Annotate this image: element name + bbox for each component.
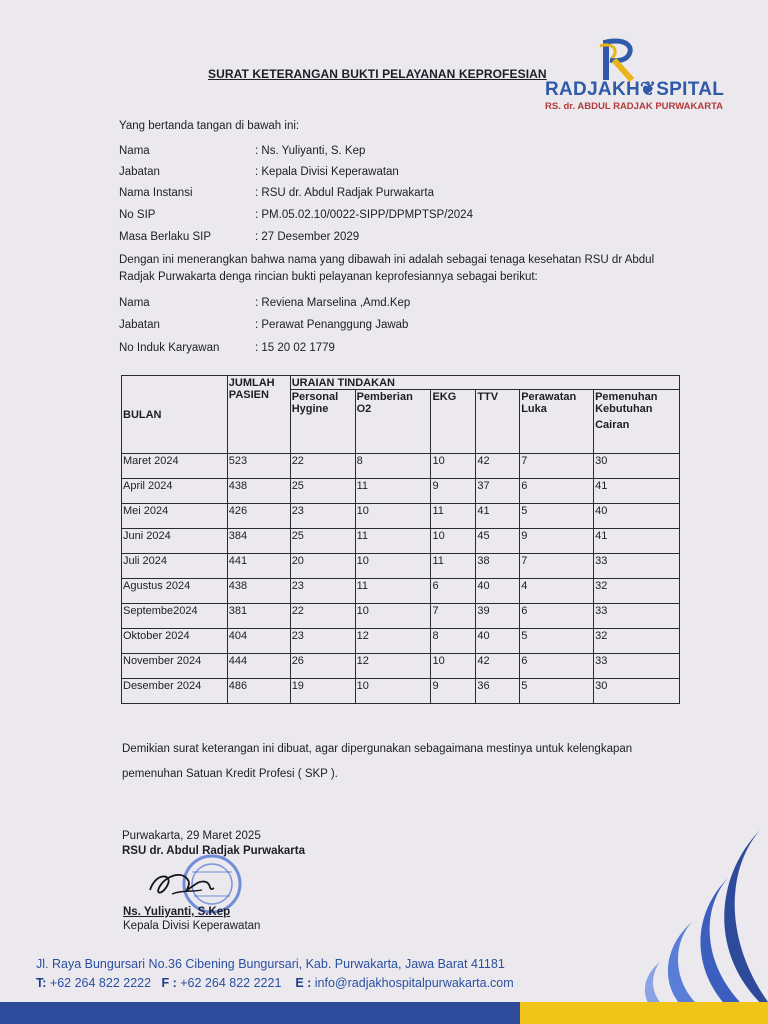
cell-ttv: 40 [476,629,520,654]
cell-jumlah: 438 [227,479,290,504]
cell-luka: 4 [520,579,594,604]
signatory-name: Ns. Yuliyanti, S.Kep [123,906,231,918]
cell-ttv: 40 [476,579,520,604]
field-value: : Kepala Divisi Keperawatan [255,166,399,178]
cell-jumlah: 523 [227,454,290,479]
cell-luka: 5 [520,504,594,529]
cell-personal: 22 [290,454,355,479]
cell-ttv: 37 [476,479,520,504]
table-row [122,654,680,679]
cell-ekg: 10 [431,454,476,479]
document-title: SURAT KETERANGAN BUKTI PELAYANAN KEPROFESIAN [208,67,547,81]
cell-luka: 7 [520,454,594,479]
field-value: : Ns. Yuliyanti, S. Kep [255,145,366,157]
cell-ekg: 9 [431,679,476,704]
cell-ekg: 11 [431,504,476,529]
cell-ttv: 38 [476,554,520,579]
cell-personal: 25 [290,529,355,554]
cell-o2: 11 [355,579,431,604]
col-pemberian-o2: Pemberian O2 [355,390,431,454]
table-row [122,454,680,479]
cell-ekg: 7 [431,604,476,629]
cell-cairan: 33 [594,654,680,679]
field-label: Nama [119,297,150,309]
cell-luka: 5 [520,679,594,704]
cell-bulan: Mei 2024 [122,504,228,529]
cell-bulan: Desember 2024 [122,679,228,704]
cell-o2: 10 [355,504,431,529]
col-ekg: EKG [431,390,476,454]
table-row [122,604,680,629]
field-label: Nama Instansi [119,187,193,199]
cell-ttv: 41 [476,504,520,529]
col-uraian-tindakan: URAIAN TINDAKAN [290,376,679,390]
logo-brand-text: RADJAKH❦SPITAL [545,79,725,100]
cell-bulan: Septembe2024 [122,604,228,629]
cell-ttv: 39 [476,604,520,629]
cell-personal: 22 [290,604,355,629]
signatory-role: Kepala Divisi Keperawatan [123,920,261,932]
cell-personal: 23 [290,629,355,654]
cell-ekg: 6 [431,579,476,604]
cell-jumlah: 438 [227,579,290,604]
cell-ekg: 10 [431,654,476,679]
cell-jumlah: 381 [227,604,290,629]
table-row [122,504,680,529]
cell-jumlah: 441 [227,554,290,579]
fax-label: F : [161,976,177,990]
cell-bulan: Juli 2024 [122,554,228,579]
cell-o2: 8 [355,454,431,479]
cell-luka: 5 [520,629,594,654]
cell-cairan: 40 [594,504,680,529]
table-row [122,529,680,554]
cell-personal: 26 [290,654,355,679]
field-label: Jabatan [119,166,160,178]
signer-intro: Yang bertanda tangan di bawah ini: [119,120,300,132]
cell-ekg: 10 [431,529,476,554]
decorative-wave-icon [630,830,768,1010]
logo-subtitle: RS. dr. ABDUL RADJAK PURWAKARTA [545,101,724,112]
col-perawatan-luka: Perawatan Luka [520,390,594,454]
table-row [122,479,680,504]
email-label: E : [295,976,312,990]
table-row [122,579,680,604]
field-value: : Perawat Penanggung Jawab [255,319,409,331]
cell-bulan: Maret 2024 [122,454,228,479]
cell-bulan: Agustus 2024 [122,579,228,604]
cell-cairan: 33 [594,604,680,629]
cell-ekg: 9 [431,479,476,504]
cell-o2: 10 [355,554,431,579]
cell-o2: 12 [355,654,431,679]
cell-cairan: 32 [594,579,680,604]
field-label: Nama [119,145,150,157]
cell-ttv: 45 [476,529,520,554]
cell-o2: 11 [355,479,431,504]
hospital-logo [540,36,725,116]
statement-paragraph: Dengan ini menerangkan bahwa nama yang dibawah ini adalah sebagai tenaga kesehatan RSU dr Abdul Radjak Purwakarta denga rincian bukti pelayanan keprofesiannya sebagai berikut: [119,254,655,283]
cell-ttv: 42 [476,654,520,679]
cell-personal: 20 [290,554,355,579]
cell-bulan: April 2024 [122,479,228,504]
cell-cairan: 30 [594,679,680,704]
cell-cairan: 41 [594,529,680,554]
field-value: : 27 Desember 2029 [255,231,360,243]
cell-personal: 19 [290,679,355,704]
cell-personal: 23 [290,504,355,529]
cell-cairan: 30 [594,454,680,479]
signature-place-date: Purwakarta, 29 Maret 2025 [122,830,261,842]
cell-jumlah: 426 [227,504,290,529]
email-value: info@radjakhospitalpurwakarta.com [314,976,514,990]
cell-personal: 23 [290,579,355,604]
cell-cairan: 41 [594,479,680,504]
cell-cairan: 33 [594,554,680,579]
field-label: No Induk Karyawan [119,342,220,354]
cell-o2: 11 [355,529,431,554]
service-table [121,375,680,704]
cell-bulan: November 2024 [122,654,228,679]
signature-organization: RSU dr. Abdul Radjak Purwakarta [122,845,305,857]
field-value: : PM.05.02.10/0022-SIPP/DPMPTSP/2024 [255,209,473,221]
cell-o2: 12 [355,629,431,654]
cell-jumlah: 404 [227,629,290,654]
cell-jumlah: 444 [227,654,290,679]
cell-ekg: 8 [431,629,476,654]
field-label: No SIP [119,209,156,221]
footer-address: Jl. Raya Bungursari No.36 Cibening Bungursari, Kab. Purwakarta, Jawa Barat 41181 [36,957,505,971]
cell-jumlah: 486 [227,679,290,704]
cell-bulan: Oktober 2024 [122,629,228,654]
table-row [122,629,680,654]
cell-personal: 25 [290,479,355,504]
logo-r-mark-icon [598,36,642,82]
col-personal-hygine: Personal Hygine [290,390,355,454]
cell-cairan: 32 [594,629,680,654]
cell-ttv: 42 [476,454,520,479]
col-jumlah-pasien: JUMLAH PASIEN [227,376,290,454]
field-value: : Reviena Marselina ,Amd.Kep [255,297,411,309]
closing-paragraph: Demikian surat keterangan ini dibuat, agar dipergunakan sebagaimana mestinya untuk kelengkapan pemenuhan Satuan Kredit Profesi ( SKP ). [122,743,633,780]
cell-ekg: 11 [431,554,476,579]
cell-bulan: Juni 2024 [122,529,228,554]
cell-o2: 10 [355,604,431,629]
cell-luka: 9 [520,529,594,554]
phone-value: +62 264 822 2222 [49,976,152,990]
footer-accent-bar [520,1002,768,1024]
table-header-row [122,376,680,390]
col-bulan: BULAN [122,376,228,454]
field-value: : RSU dr. Abdul Radjak Purwakarta [255,187,434,199]
footer-contact [36,976,514,990]
cell-luka: 6 [520,479,594,504]
field-label: Masa Berlaku SIP [119,231,212,243]
cell-ttv: 36 [476,679,520,704]
cell-luka: 6 [520,604,594,629]
field-label: Jabatan [119,319,160,331]
phone-label: T: [36,976,47,990]
fax-value: +62 264 822 2221 [180,976,282,990]
col-pemenuhan-cairan [594,390,680,454]
cell-jumlah: 384 [227,529,290,554]
cell-luka: 6 [520,654,594,679]
col-cairan-label: Cairan [595,419,630,431]
col-pemenuhan-label: Pemenuhan Kebutuhan [595,391,658,415]
table-row [122,679,680,704]
field-value: : 15 20 02 1779 [255,342,335,354]
table-row [122,554,680,579]
cell-o2: 10 [355,679,431,704]
col-ttv: TTV [476,390,520,454]
cell-luka: 7 [520,554,594,579]
